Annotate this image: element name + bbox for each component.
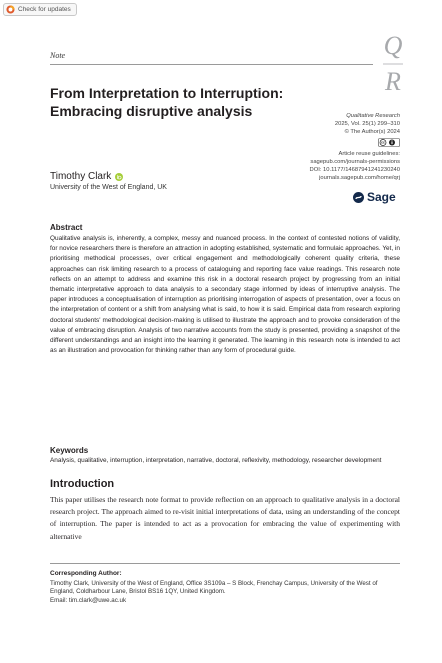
journal-name: Qualitative Research xyxy=(346,113,400,119)
corresponding-author-address: Timothy Clark, University of the West of England, Office 3S109a – S Block, Frenchay Campus, University of the West of England, Coldharbour Lane, Bristol BS16 1QY, United Kingdom. xyxy=(50,580,378,596)
article-type-label: Note xyxy=(50,51,66,60)
cc-license-badge[interactable] xyxy=(378,138,400,150)
creative-commons-icon xyxy=(378,138,400,147)
journal-homepage-link[interactable]: journals.sagepub.com/home/qrj xyxy=(319,175,400,182)
sage-emblem-icon xyxy=(353,192,364,203)
footnote-divider xyxy=(50,563,400,564)
check-updates-icon xyxy=(6,5,15,14)
keywords-list: Analysis, qualitative, interruption, interpretation, narrative, doctoral, reflexivity, methodology, researcher development xyxy=(50,457,382,464)
journal-volume: 2025, Vol. 25(1) 299–310 xyxy=(334,121,400,128)
sage-logo xyxy=(353,190,396,204)
doi-link[interactable]: DOI: 10.1177/14687941241230240 xyxy=(309,167,400,174)
check-for-updates-badge[interactable] xyxy=(3,3,77,16)
license-badge-label: cc xyxy=(381,140,385,145)
logo-letter-r: R xyxy=(385,67,401,96)
author-affiliation: University of the West of England, UK xyxy=(50,184,167,191)
author-name: Timothy Clark xyxy=(50,171,112,182)
header-divider xyxy=(50,64,373,65)
abstract-heading: Abstract xyxy=(50,223,83,232)
introduction-body: This paper utilises the research note format to provide reflection on an approach to qualitative analysis in a doctoral research project. The approach aimed to re-visit initial interpretations of data, using an understanding of the concept of interruption. The paper is intended to act as a provocation for embracing the value of experimenting with alternative xyxy=(50,495,400,541)
orcid-icon[interactable] xyxy=(115,173,123,181)
publisher-name: Sage xyxy=(367,190,396,204)
keywords-heading: Keywords xyxy=(50,446,89,455)
check-updates-label: Check for updates xyxy=(18,6,71,13)
introduction-heading: Introduction xyxy=(50,478,115,490)
corresponding-author-heading: Corresponding Author: xyxy=(50,570,122,577)
reuse-guidelines-link[interactable]: sagepub.com/journals-permissions xyxy=(310,159,400,166)
corresponding-author-details xyxy=(50,580,400,605)
journal-logo xyxy=(382,32,404,96)
journal-info xyxy=(260,112,400,183)
author-line xyxy=(50,171,123,182)
journal-copyright: © The Author(s) 2024 xyxy=(344,129,400,136)
corresponding-author-email[interactable]: Email: tim.clark@uwe.ac.uk xyxy=(50,596,127,604)
reuse-guidelines-label: Article reuse guidelines: xyxy=(338,150,400,157)
abstract-body: Qualitative analysis is, inherently, a complex, messy and nuanced process. In the context of contested notions of validity, for novice researchers there is therefore an attraction in adopting established, systematic and formulaic approaches. Yet, in prioritising methodical processes, over critical engagement and methodologically coherent quality criteria, these approaches can risk limiting research to a process of cataloguing and reporting face value readings. This research note reflects on an attempt to address and examine this risk in a doctoral research project by progressing from an initial thematic interpretative approach to data analysis to a secondary stage informed by ideas of interruptive analysis. The paper introduces a conceptualisation of interruption as prioritising interrogation of aspects of presentation, over a focus on the interpretation of content or a shift from analysing what is said, to how it is said. Empirical data from research exploring doctoral students' methodological decision-making is utilised to illustrate the approach and to provoke consideration of the value of embracing disruption. Analysis of two narrative accounts from the study is presented, providing a snapshot of the different understandings and an insight into the learning it generated. The learning in this research note is intended to act as an illustration and provocation for thinking rather than any form of procedural guide. xyxy=(50,235,400,355)
logo-letter-q: Q xyxy=(383,32,403,60)
article-title: From Interpretation to Interruption: Embracing disruptive analysis xyxy=(50,85,284,119)
